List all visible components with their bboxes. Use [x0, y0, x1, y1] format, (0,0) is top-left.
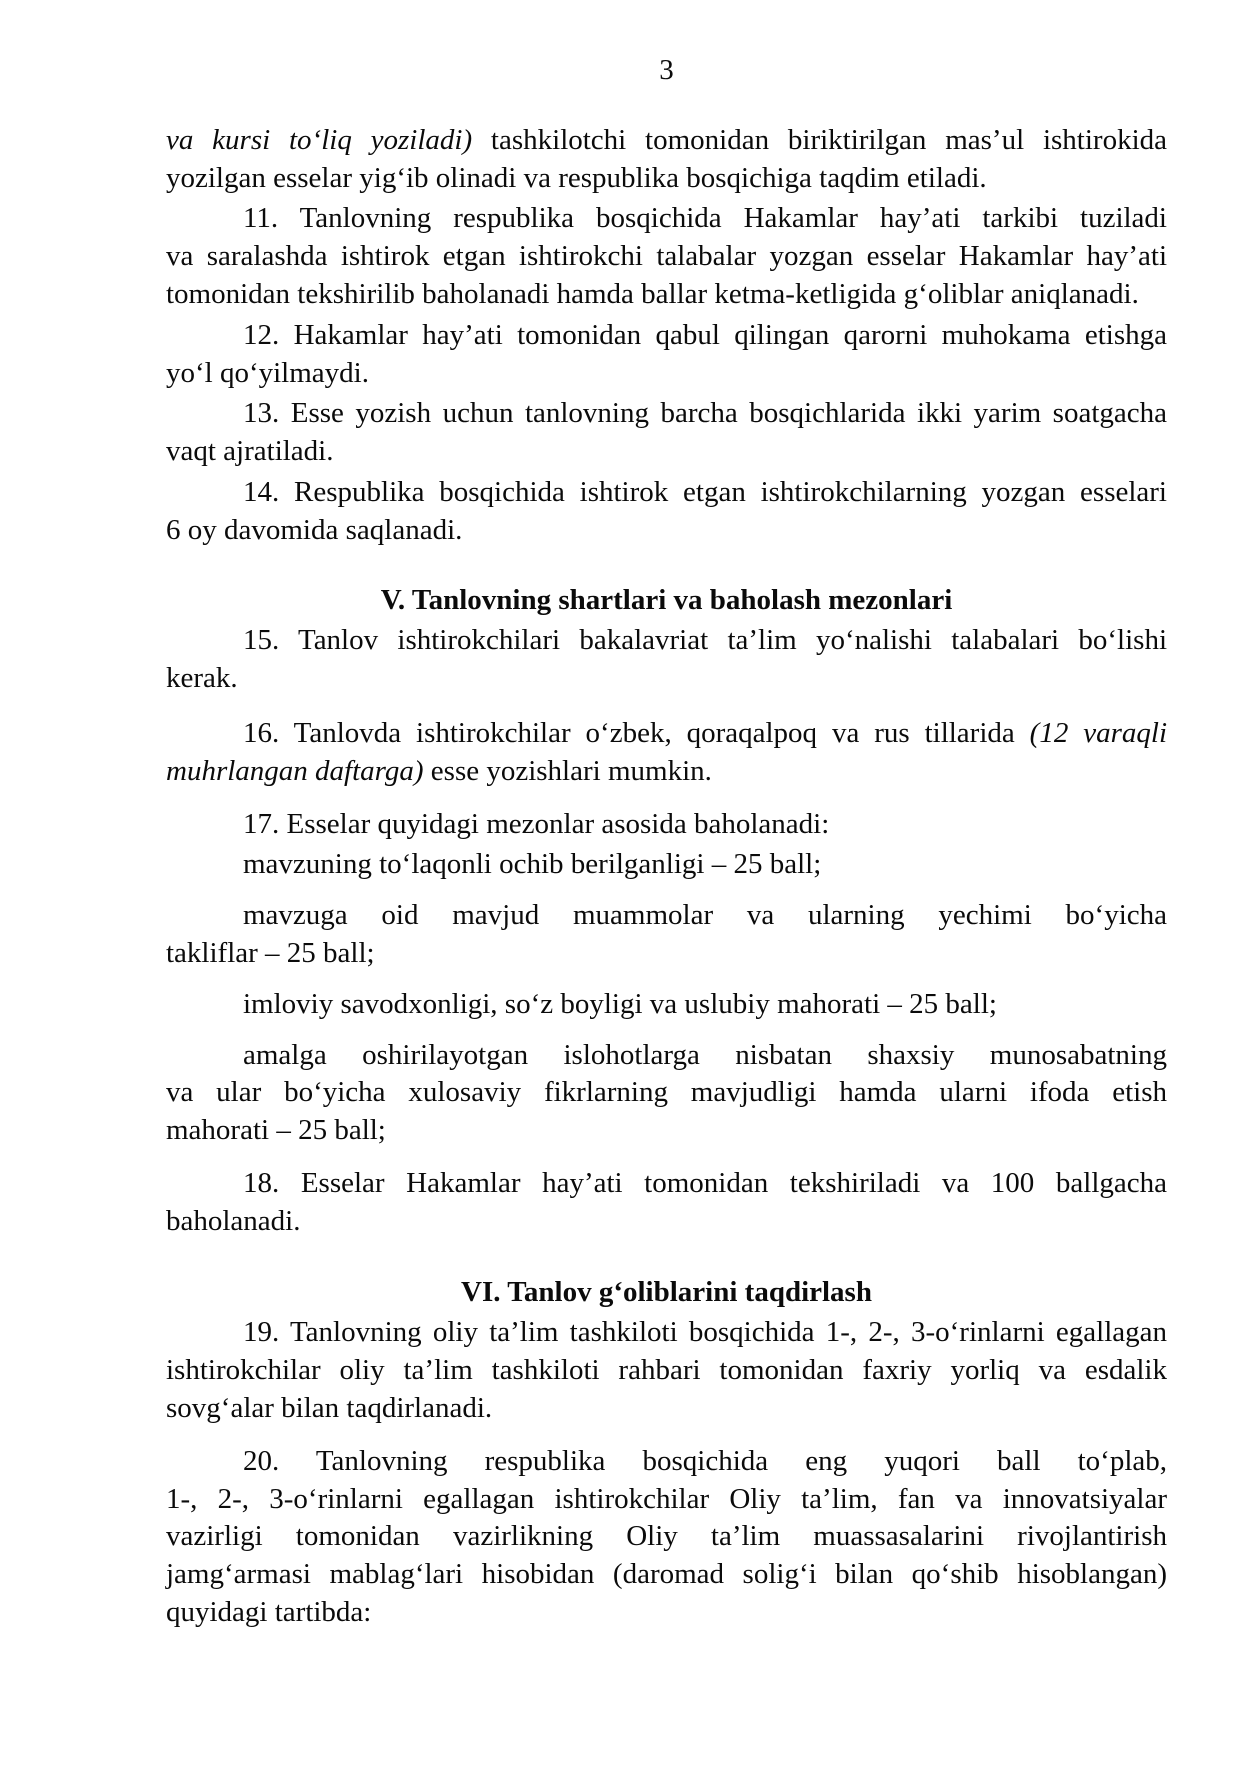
- criterion-3: [166, 986, 1167, 1024]
- text-line: [166, 806, 1167, 844]
- text-line: [166, 1314, 1167, 1352]
- text-line: [166, 160, 1167, 198]
- italic-text-run: va kursi to‘liq yoziladi): [166, 123, 473, 156]
- text-line: [166, 1352, 1167, 1390]
- text-run: ishtirokchilar oliy ta’lim tashkiloti rahbari tomonidan faxriy yorliq va esdalik: [166, 1354, 1167, 1387]
- text-run: 1-, 2-, 3-o‘rinlarni egallagan ishtirokchilar Oliy ta’lim, fan va innovatsiyalar: [166, 1482, 1167, 1515]
- text-line: [166, 512, 1167, 550]
- text-run: kerak.: [166, 662, 238, 695]
- text-run: 12. Hakamlar hay’ati tomonidan qabul qilingan qarorni muhokama etishga: [243, 318, 1167, 351]
- section-heading-vi: [166, 1274, 1167, 1312]
- paragraph-14: [166, 474, 1167, 550]
- text-run: yozilgan esselar yig‘ib olinadi va respublika bosqichiga taqdim etiladi.: [166, 161, 987, 194]
- text-line: [166, 1518, 1167, 1556]
- text-line: [166, 433, 1167, 471]
- text-run: amalga oshirilayotgan islohotlarga nisbatan shaxsiy munosabatning: [243, 1038, 1167, 1071]
- text-line: [166, 897, 1167, 935]
- text-run: mavzuning to‘laqonli ochib berilganligi – 25 ball;: [243, 848, 822, 881]
- text-line: [166, 753, 1167, 791]
- text-run: 6 oy davomida saqlanadi.: [166, 513, 463, 546]
- text-line: [166, 276, 1167, 314]
- text-run: 19. Tanlovning oliy ta’lim tashkiloti bosqichida 1-, 2-, 3-o‘rinlarni egallagan: [243, 1316, 1167, 1349]
- text-line: [166, 317, 1167, 355]
- criterion-2: [166, 897, 1167, 973]
- text-line: [166, 986, 1167, 1024]
- text-run: 17. Esselar quyidagi mezonlar asosida baholanadi:: [243, 807, 830, 840]
- text-run: va saralashda ishtirok etgan ishtirokchi talabalar yozgan esselar Hakamlar hay’ati: [166, 240, 1167, 273]
- text-run: 16. Tanlovda ishtirokchilar o‘zbek, qoraqalpoq va rus tillarida: [243, 716, 1030, 749]
- text-run: 15. Tanlov ishtirokchilari bakalavriat ta’lim yo‘nalishi talabalari bo‘lishi: [243, 624, 1167, 657]
- text-line: [166, 715, 1167, 753]
- text-run: yo‘l qo‘yilmaydi.: [166, 356, 369, 389]
- paragraph-18: [166, 1165, 1167, 1241]
- text-line: [166, 1165, 1167, 1203]
- text-line: [166, 1037, 1167, 1075]
- text-run: 11. Tanlovning respublika bosqichida Hakamlar hay’ati tarkibi tuziladi: [243, 202, 1167, 235]
- text-run: 18. Esselar Hakamlar hay’ati tomonidan tekshiriladi va 100 ballgacha: [243, 1166, 1167, 1199]
- text-run: tomonidan tekshirilib baholanadi hamda ballar ketma-ketligida g‘oliblar aniqlanadi.: [166, 277, 1139, 310]
- text-line: [166, 660, 1167, 698]
- text-run: 20. Tanlovning respublika bosqichida eng yuqori ball to‘plab,: [243, 1444, 1167, 1477]
- paragraph-13: [166, 395, 1167, 471]
- text-run: mavzuga oid mavjud muammolar va ularning yechimi bo‘yicha: [243, 899, 1167, 932]
- section-heading-v: [166, 582, 1167, 620]
- text-line: [166, 582, 1167, 620]
- text-run: quyidagi tartibda:: [166, 1595, 372, 1628]
- text-run: V. Tanlovning shartlari va baholash mezonlari: [380, 583, 953, 616]
- text-line: [166, 1390, 1167, 1428]
- text-line: [166, 1274, 1167, 1312]
- text-line: [166, 1203, 1167, 1241]
- text-line: [166, 395, 1167, 433]
- text-line: [166, 1594, 1167, 1632]
- paragraph-12: [166, 317, 1167, 393]
- document-body: [166, 122, 1167, 1632]
- page-number: 3: [659, 54, 674, 86]
- text-run: 13. Esse yozish uchun tanlovning barcha bosqichlarida ikki yarim soatgacha: [243, 397, 1167, 430]
- italic-text-run: muhrlangan daftarga): [166, 754, 424, 787]
- text-line: [166, 238, 1167, 276]
- text-run: va ular bo‘yicha xulosaviy fikrlarning mavjudligi hamda ularni ifoda etish: [166, 1076, 1167, 1109]
- text-line: [166, 1074, 1167, 1112]
- italic-text-run: (12 varaqli: [1029, 716, 1168, 749]
- paragraph-16: [166, 715, 1167, 791]
- paragraph-19: [166, 1314, 1167, 1427]
- text-line: [166, 1443, 1167, 1481]
- text-run: esse yozishlari mumkin.: [423, 754, 712, 787]
- text-line: [166, 1556, 1167, 1594]
- text-run: takliflar – 25 ball;: [166, 936, 375, 969]
- text-run: vaqt ajratiladi.: [166, 435, 334, 468]
- text-run: vazirligi tomonidan vazirlikning Oliy ta’lim muassasalarini rivojlantirish: [166, 1520, 1167, 1553]
- criterion-4: [166, 1037, 1167, 1150]
- text-run: VI. Tanlov g‘oliblarini taqdirlash: [461, 1275, 872, 1308]
- text-run: mahorati – 25 ball;: [166, 1114, 386, 1147]
- paragraph-17: [166, 806, 1167, 844]
- text-line: [166, 1112, 1167, 1150]
- text-run: sovg‘alar bilan taqdirlanadi.: [166, 1391, 493, 1424]
- paragraph-11: [166, 200, 1167, 313]
- paragraph-15: [166, 622, 1167, 698]
- text-run: jamg‘armasi mablag‘lari hisobidan (daromad solig‘i bilan qo‘shib hisoblangan): [166, 1558, 1167, 1591]
- text-line: [166, 846, 1167, 884]
- text-run: baholanadi.: [166, 1204, 301, 1237]
- text-run: tashkilotchi tomonidan biriktirilgan mas’ul ishtirokida: [472, 123, 1168, 156]
- paragraph-intro-continuation: [166, 122, 1167, 198]
- criterion-1: [166, 846, 1167, 884]
- text-line: [166, 935, 1167, 973]
- text-line: [166, 355, 1167, 393]
- text-run: imloviy savodxonligi, so‘z boyligi va uslubiy mahorati – 25 ball;: [243, 987, 997, 1020]
- paragraph-20: [166, 1443, 1167, 1632]
- text-line: [166, 1481, 1167, 1519]
- text-run: 14. Respublika bosqichida ishtirok etgan ishtirokchilarning yozgan esselari: [243, 475, 1167, 508]
- text-line: [166, 200, 1167, 238]
- text-line: [166, 474, 1167, 512]
- text-line: [166, 122, 1167, 160]
- text-line: [166, 622, 1167, 660]
